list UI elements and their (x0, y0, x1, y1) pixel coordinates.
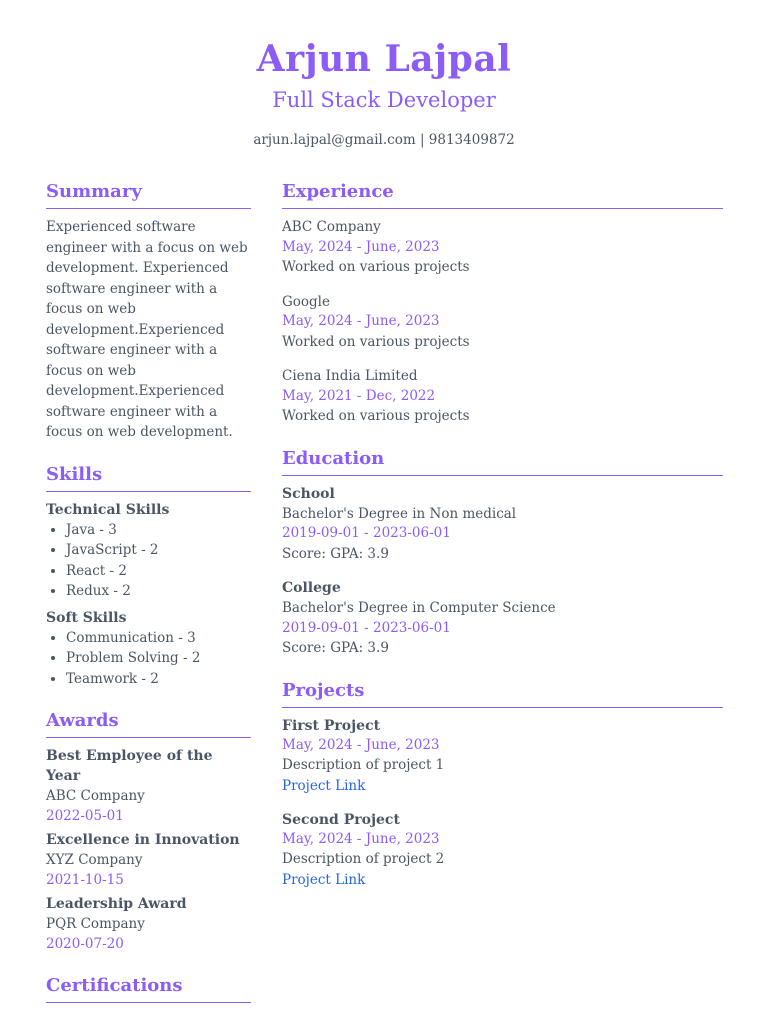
awards-heading: Awards (46, 709, 251, 738)
project-item (282, 716, 723, 796)
award-title: Best Employee of the Year (46, 748, 213, 784)
project-description: Description of project 2 (282, 851, 445, 867)
technical-skills-heading: Technical Skills (46, 501, 170, 518)
experience-section (282, 180, 723, 427)
project-description: Description of project 1 (282, 757, 445, 773)
award-date: 2020-07-20 (46, 935, 124, 952)
skill-item: • Redux - 2 (66, 581, 251, 602)
projects-section (282, 679, 723, 890)
education-score: Score: GPA: 3.9 (282, 640, 389, 656)
education-level: College (282, 580, 341, 596)
skills-heading: Skills (46, 463, 251, 492)
contact-info: arjun.lajpal@gmail.com | 9813409872 (253, 132, 515, 148)
education-heading: Education (282, 447, 723, 476)
education-dates: 2019-09-01 - 2023-06-01 (282, 619, 451, 636)
education-section (282, 447, 723, 659)
education-level: School (282, 485, 335, 502)
company-name: ABC Company (282, 219, 381, 235)
company-name: Ciena India Limited (282, 368, 418, 384)
job-title: Full Stack Developer (272, 88, 496, 112)
experience-description: Worked on various projects (282, 259, 470, 275)
project-dates: May, 2024 - June, 2023 (282, 736, 440, 753)
skill-item: • JavaScript - 2 (66, 540, 251, 561)
skill-item: • Communication - 3 (66, 628, 251, 649)
education-item (282, 484, 723, 565)
award-item (46, 746, 251, 826)
experience-item (282, 366, 723, 427)
candidate-name: Arjun Lajpal (256, 38, 512, 80)
award-org: XYZ Company (46, 852, 143, 868)
soft-skills-list (46, 628, 251, 690)
summary-section (46, 180, 251, 443)
project-item (282, 810, 723, 890)
education-dates: 2019-09-01 - 2023-06-01 (282, 525, 451, 541)
skills-section (46, 463, 251, 690)
award-title: Leadership Award (46, 896, 187, 912)
company-name: Google (282, 293, 330, 310)
project-link[interactable]: Project Link (282, 777, 366, 794)
education-item (282, 578, 723, 659)
skill-item: • Teamwork - 2 (66, 669, 251, 690)
project-link[interactable]: Project Link (282, 871, 366, 888)
experience-item (282, 217, 723, 278)
award-org: PQR Company (46, 916, 145, 932)
project-title: First Project (282, 717, 381, 734)
award-title: Excellence in Innovation (46, 832, 240, 848)
award-date: 2022-05-01 (46, 807, 124, 824)
experience-dates: May, 2024 - June, 2023 (282, 238, 440, 255)
experience-description: Worked on various projects (282, 333, 470, 350)
certifications-heading: Certifications (46, 974, 251, 1003)
degree-name: Bachelor's Degree in Non medical (282, 505, 517, 522)
skill-item: • React - 2 (66, 561, 251, 582)
summary-heading: Summary (46, 180, 251, 209)
projects-heading: Projects (282, 679, 723, 708)
summary-text: Experienced software engineer with a focus on web development. Experienced software engineer with a focus on web development.Experienced software engineer with a focus on web development.Experienced software engineer with a focus on web development. (46, 219, 248, 440)
education-score: Score: GPA: 3.9 (282, 545, 389, 562)
awards-section (46, 709, 251, 954)
award-item (46, 830, 251, 890)
project-title: Second Project (282, 811, 400, 828)
experience-heading: Experience (282, 180, 723, 209)
award-org: ABC Company (46, 788, 145, 804)
soft-skills-heading: Soft Skills (46, 609, 127, 626)
experience-description: Worked on various projects (282, 408, 470, 424)
award-date: 2021-10-15 (46, 871, 124, 888)
award-item (46, 894, 251, 954)
degree-name: Bachelor's Degree in Computer Science (282, 600, 556, 616)
skill-item: • Problem Solving - 2 (66, 648, 251, 669)
certifications-section (46, 974, 251, 1003)
experience-dates: May, 2024 - June, 2023 (282, 313, 440, 329)
experience-item (282, 292, 723, 353)
project-dates: May, 2024 - June, 2023 (282, 830, 440, 847)
right-column (282, 180, 723, 910)
skill-item: • Java - 3 (66, 520, 251, 541)
experience-dates: May, 2021 - Dec, 2022 (282, 387, 436, 404)
technical-skills-list (46, 520, 251, 602)
left-column (46, 180, 251, 1023)
